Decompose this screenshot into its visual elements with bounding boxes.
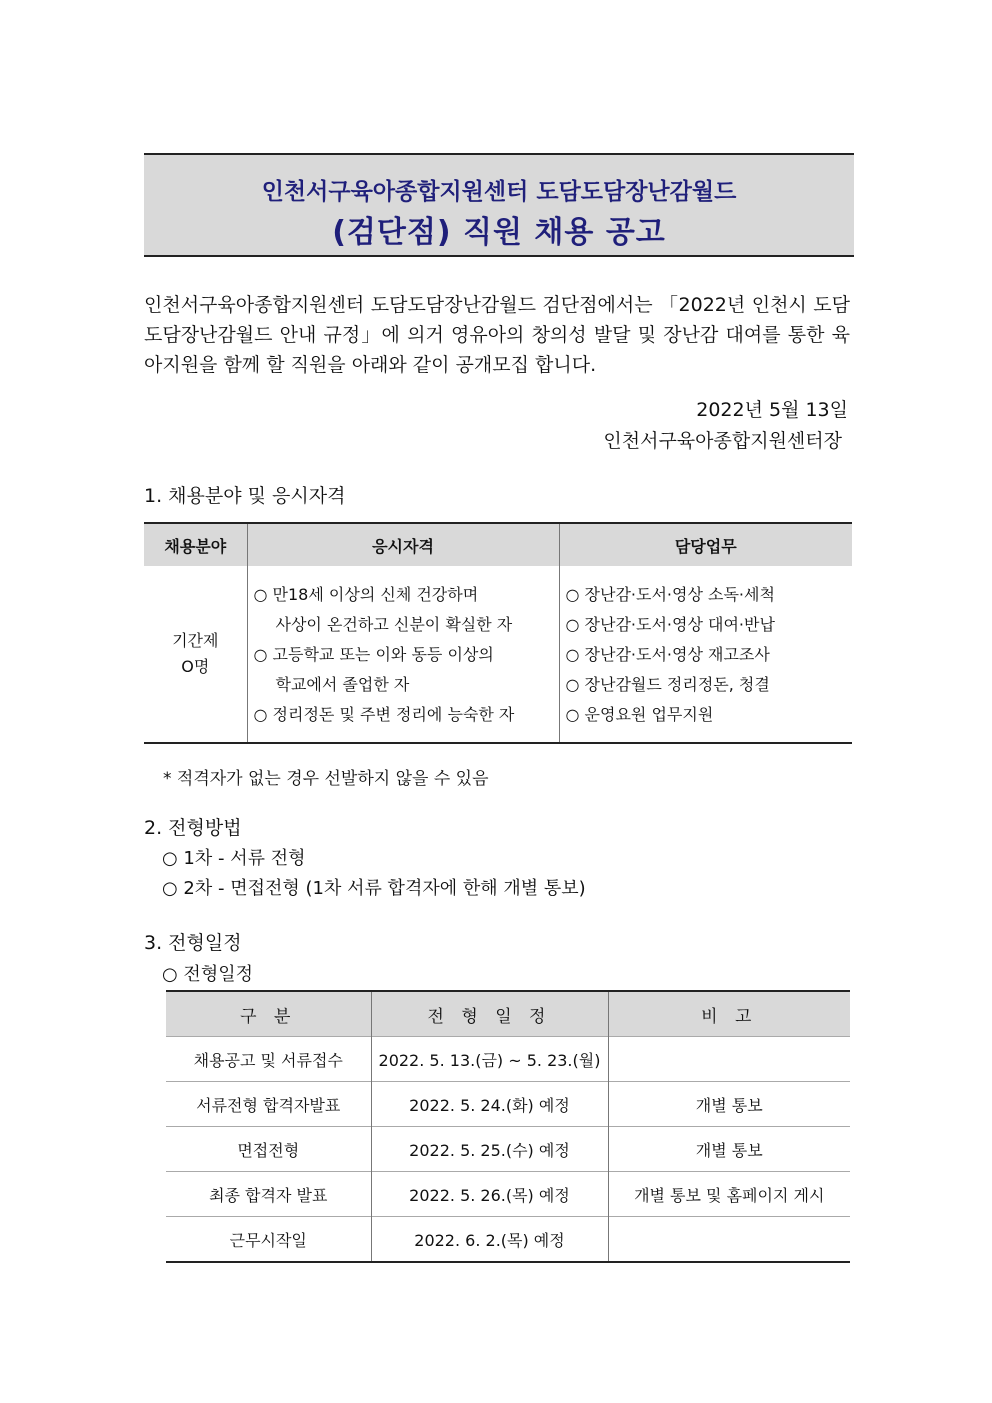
category-cell: 서류전형 합격자발표	[166, 1082, 371, 1127]
selection-step: ○ 1차 - 서류 전형	[162, 848, 306, 869]
column-header-schedule: 전 형 일 정	[371, 991, 608, 1037]
schedule-cell: 2022. 5. 25.(수) 예정	[371, 1127, 608, 1172]
schedule-cell: 2022. 5. 24.(화) 예정	[371, 1082, 608, 1127]
table-row	[166, 1172, 850, 1217]
qualification-table	[144, 522, 852, 744]
schedule-cell: 2022. 5. 26.(목) 예정	[371, 1172, 608, 1217]
schedule-table	[166, 990, 850, 1263]
table-row	[166, 1127, 850, 1172]
column-header-qualification: 응시자격	[247, 523, 559, 566]
duty-item: ○ 장난감·도서·영상 소독·세척	[565, 585, 775, 604]
title-line-1: 인천서구육아종합지원센터 도담도담장난감월드	[261, 179, 737, 205]
column-header-remark: 비 고	[608, 991, 850, 1037]
category-cell: 최종 합격자 발표	[166, 1172, 371, 1217]
selection-note: * 적격자가 없는 경우 선발하지 않을 수 있음	[163, 769, 489, 789]
column-header-category: 구 분	[166, 991, 371, 1037]
qualification-item: ○ 고등학교 또는 이와 동등 이상의	[253, 645, 494, 664]
table-row	[166, 1037, 850, 1082]
duty-cell	[559, 566, 852, 743]
section-2-heading: 2. 전형방법	[144, 817, 242, 839]
table-row	[144, 566, 852, 743]
category-cell: 근무시작일	[166, 1217, 371, 1263]
column-header-duty: 담당업무	[559, 523, 852, 566]
table-header-row	[144, 523, 852, 566]
duty-item: ○ 장난감·도서·영상 재고조사	[565, 645, 770, 664]
qualification-item: 학교에서 졸업한 자	[275, 675, 410, 694]
category-cell: 채용공고 및 서류접수	[166, 1037, 371, 1082]
field-type: 기간제	[172, 631, 219, 650]
remark-cell: 개별 통보	[608, 1127, 850, 1172]
section-3-heading: 3. 전형일정	[144, 932, 242, 954]
qualification-item: ○ 만18세 이상의 신체 건강하며	[253, 585, 479, 604]
field-count: O명	[181, 657, 210, 676]
notice-date: 2022년 5월 13일	[696, 399, 848, 421]
notice-signer: 인천서구육아종합지원센터장	[603, 430, 842, 452]
qualification-cell	[247, 566, 559, 743]
field-cell	[144, 566, 247, 743]
schedule-cell: 2022. 5. 13.(금) ~ 5. 23.(월)	[371, 1037, 608, 1082]
intro-paragraph: 인천서구육아종합지원센터 도담도담장난감월드 검단점에서는 「2022년 인천시 도담도담장난감월드 안내 규정」에 의거 영유아의 창의성 발달 및 장난감 대여를 통한 육아지원을 함께 할 직원을 아래와 같이 공개모집 합니다.	[144, 294, 850, 376]
remark-cell: 개별 통보	[608, 1082, 850, 1127]
column-header-field: 채용분야	[144, 523, 247, 566]
duty-item: ○ 운영요원 업무지원	[565, 705, 714, 724]
remark-cell	[608, 1037, 850, 1082]
qualification-item: ○ 정리정돈 및 주변 정리에 능숙한 자	[253, 705, 515, 724]
qualification-item: 사상이 온건하고 신분이 확실한 자	[275, 615, 513, 634]
title-line-2: (검단점) 직원 채용 공고	[332, 215, 666, 250]
duty-item: ○ 장난감·도서·영상 대여·반납	[565, 615, 775, 634]
title-banner	[144, 153, 854, 257]
selection-step: ○ 2차 - 면접전형 (1차 서류 합격자에 한해 개별 통보)	[162, 878, 586, 899]
table-header-row	[166, 991, 850, 1037]
category-cell: 면접전형	[166, 1127, 371, 1172]
table-row	[166, 1217, 850, 1263]
schedule-subheading: ○ 전형일정	[162, 964, 253, 985]
remark-cell	[608, 1217, 850, 1263]
section-1-heading: 1. 채용분야 및 응시자격	[144, 485, 346, 507]
schedule-cell: 2022. 6. 2.(목) 예정	[371, 1217, 608, 1263]
table-row	[166, 1082, 850, 1127]
remark-cell: 개별 통보 및 홈페이지 게시	[608, 1172, 850, 1217]
duty-item: ○ 장난감월드 정리정돈, 청결	[565, 675, 770, 694]
